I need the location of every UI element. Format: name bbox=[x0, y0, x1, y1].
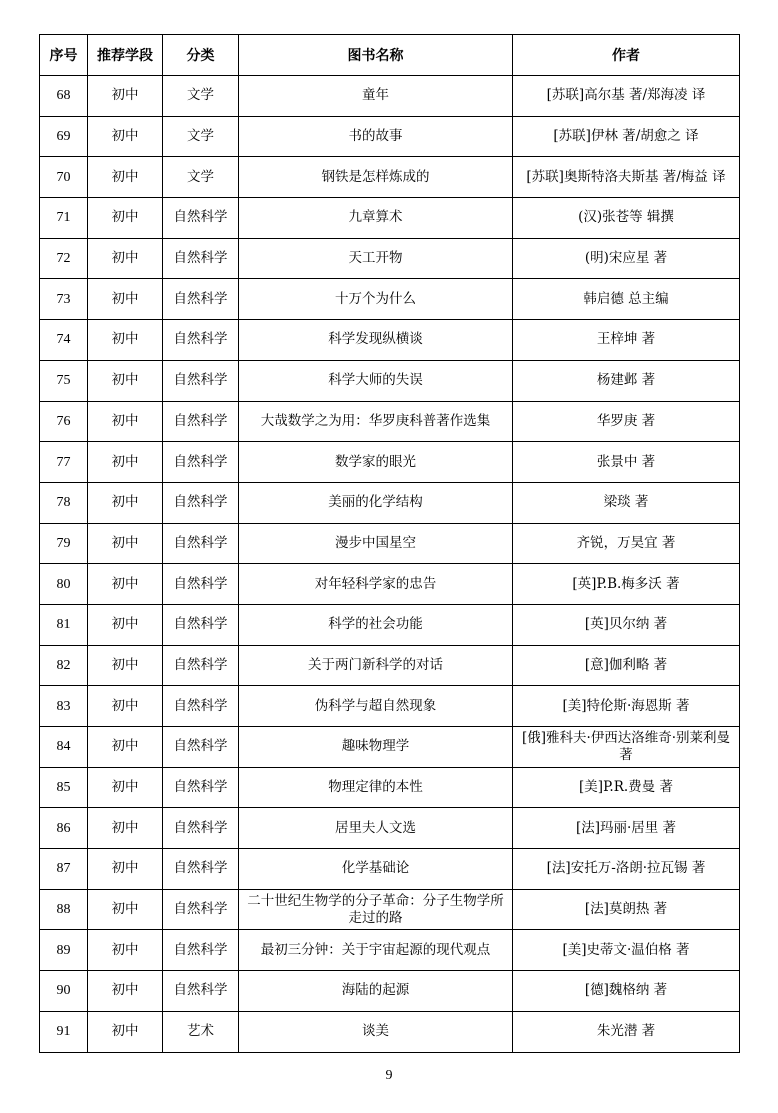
cell-book-title: 对年轻科学家的忠告 bbox=[239, 564, 513, 605]
header-category: 分类 bbox=[163, 35, 239, 76]
cell-recommended-stage: 初中 bbox=[88, 360, 163, 401]
cell-serial-number: 83 bbox=[40, 686, 88, 727]
table-row bbox=[40, 930, 740, 971]
cell-category: 艺术 bbox=[163, 1011, 239, 1052]
cell-author: [英]P.B.梅多沃 著 bbox=[513, 564, 740, 605]
cell-author: (汉)张苍等 辑撰 bbox=[513, 198, 740, 239]
recommended-book-table bbox=[39, 34, 740, 1053]
cell-author: [苏联]奥斯特洛夫斯基 著/梅益 译 bbox=[513, 157, 740, 198]
cell-book-title: 书的故事 bbox=[239, 116, 513, 157]
cell-recommended-stage: 初中 bbox=[88, 727, 163, 768]
cell-recommended-stage: 初中 bbox=[88, 604, 163, 645]
cell-book-title: 大哉数学之为用：华罗庚科普著作选集 bbox=[239, 401, 513, 442]
cell-book-title: 科学大师的失误 bbox=[239, 360, 513, 401]
cell-serial-number: 72 bbox=[40, 238, 88, 279]
cell-recommended-stage: 初中 bbox=[88, 279, 163, 320]
cell-author: [俄]雅科夫·伊西达洛维奇·别莱利曼 著 bbox=[513, 727, 740, 768]
table-header-row bbox=[40, 35, 740, 76]
cell-author: [法]玛丽·居里 著 bbox=[513, 808, 740, 849]
cell-serial-number: 75 bbox=[40, 360, 88, 401]
cell-recommended-stage: 初中 bbox=[88, 116, 163, 157]
cell-book-title: 天工开物 bbox=[239, 238, 513, 279]
cell-serial-number: 88 bbox=[40, 889, 88, 930]
cell-category: 自然科学 bbox=[163, 889, 239, 930]
cell-serial-number: 77 bbox=[40, 442, 88, 483]
cell-category: 自然科学 bbox=[163, 686, 239, 727]
table-row bbox=[40, 360, 740, 401]
cell-book-title: 物理定律的本性 bbox=[239, 767, 513, 808]
cell-recommended-stage: 初中 bbox=[88, 930, 163, 971]
cell-author: [苏联]高尔基 著/郑海凌 译 bbox=[513, 76, 740, 117]
table-row bbox=[40, 686, 740, 727]
header-recommended-stage: 推荐学段 bbox=[88, 35, 163, 76]
cell-serial-number: 86 bbox=[40, 808, 88, 849]
cell-category: 自然科学 bbox=[163, 564, 239, 605]
cell-category: 自然科学 bbox=[163, 320, 239, 361]
cell-serial-number: 82 bbox=[40, 645, 88, 686]
cell-book-title: 科学发现纵横谈 bbox=[239, 320, 513, 361]
table-row bbox=[40, 564, 740, 605]
cell-book-title: 二十世纪生物学的分子革命：分子生物学所走过的路 bbox=[239, 889, 513, 930]
cell-book-title: 伪科学与超自然现象 bbox=[239, 686, 513, 727]
cell-book-title: 十万个为什么 bbox=[239, 279, 513, 320]
cell-category: 自然科学 bbox=[163, 401, 239, 442]
cell-serial-number: 84 bbox=[40, 727, 88, 768]
table-row bbox=[40, 279, 740, 320]
table-row bbox=[40, 320, 740, 361]
cell-author: [美]P.R.费曼 著 bbox=[513, 767, 740, 808]
cell-author: [苏联]伊林 著/胡愈之 译 bbox=[513, 116, 740, 157]
cell-serial-number: 73 bbox=[40, 279, 88, 320]
table-body bbox=[40, 76, 740, 1053]
cell-serial-number: 78 bbox=[40, 482, 88, 523]
cell-recommended-stage: 初中 bbox=[88, 401, 163, 442]
cell-category: 自然科学 bbox=[163, 279, 239, 320]
cell-recommended-stage: 初中 bbox=[88, 971, 163, 1012]
cell-book-title: 最初三分钟：关于宇宙起源的现代观点 bbox=[239, 930, 513, 971]
cell-recommended-stage: 初中 bbox=[88, 564, 163, 605]
table-row bbox=[40, 971, 740, 1012]
cell-book-title: 美丽的化学结构 bbox=[239, 482, 513, 523]
cell-serial-number: 81 bbox=[40, 604, 88, 645]
cell-book-title: 居里夫人文选 bbox=[239, 808, 513, 849]
cell-author: [美]特伦斯·海恩斯 著 bbox=[513, 686, 740, 727]
cell-category: 自然科学 bbox=[163, 849, 239, 890]
cell-recommended-stage: 初中 bbox=[88, 645, 163, 686]
cell-author: (明)宋应星 著 bbox=[513, 238, 740, 279]
cell-recommended-stage: 初中 bbox=[88, 442, 163, 483]
cell-book-title: 童年 bbox=[239, 76, 513, 117]
header-serial-number: 序号 bbox=[40, 35, 88, 76]
cell-category: 自然科学 bbox=[163, 808, 239, 849]
cell-serial-number: 90 bbox=[40, 971, 88, 1012]
cell-author: 朱光潜 著 bbox=[513, 1011, 740, 1052]
cell-serial-number: 87 bbox=[40, 849, 88, 890]
cell-recommended-stage: 初中 bbox=[88, 482, 163, 523]
table-row bbox=[40, 1011, 740, 1052]
header-book-title: 图书名称 bbox=[239, 35, 513, 76]
cell-category: 自然科学 bbox=[163, 198, 239, 239]
cell-book-title: 趣味物理学 bbox=[239, 727, 513, 768]
cell-serial-number: 79 bbox=[40, 523, 88, 564]
table-row bbox=[40, 401, 740, 442]
header-author: 作者 bbox=[513, 35, 740, 76]
cell-category: 文学 bbox=[163, 76, 239, 117]
cell-category: 自然科学 bbox=[163, 727, 239, 768]
table-row bbox=[40, 645, 740, 686]
cell-book-title: 数学家的眼光 bbox=[239, 442, 513, 483]
cell-serial-number: 85 bbox=[40, 767, 88, 808]
cell-serial-number: 70 bbox=[40, 157, 88, 198]
cell-category: 自然科学 bbox=[163, 523, 239, 564]
cell-category: 自然科学 bbox=[163, 604, 239, 645]
cell-author: [法]安托万-洛朗·拉瓦锡 著 bbox=[513, 849, 740, 890]
cell-recommended-stage: 初中 bbox=[88, 523, 163, 564]
cell-book-title: 九章算术 bbox=[239, 198, 513, 239]
cell-author: 杨建邺 著 bbox=[513, 360, 740, 401]
cell-book-title: 漫步中国星空 bbox=[239, 523, 513, 564]
cell-author: 梁琰 著 bbox=[513, 482, 740, 523]
cell-serial-number: 69 bbox=[40, 116, 88, 157]
table-row bbox=[40, 889, 740, 930]
cell-category: 文学 bbox=[163, 116, 239, 157]
table-row bbox=[40, 767, 740, 808]
cell-recommended-stage: 初中 bbox=[88, 76, 163, 117]
cell-book-title: 谈美 bbox=[239, 1011, 513, 1052]
table-row bbox=[40, 482, 740, 523]
cell-author: 韩启德 总主编 bbox=[513, 279, 740, 320]
table-row bbox=[40, 76, 740, 117]
cell-recommended-stage: 初中 bbox=[88, 849, 163, 890]
cell-recommended-stage: 初中 bbox=[88, 686, 163, 727]
cell-category: 自然科学 bbox=[163, 238, 239, 279]
cell-recommended-stage: 初中 bbox=[88, 889, 163, 930]
cell-recommended-stage: 初中 bbox=[88, 808, 163, 849]
cell-serial-number: 76 bbox=[40, 401, 88, 442]
table-row bbox=[40, 849, 740, 890]
cell-recommended-stage: 初中 bbox=[88, 157, 163, 198]
book-list-sheet bbox=[39, 34, 739, 1053]
cell-recommended-stage: 初中 bbox=[88, 238, 163, 279]
cell-category: 自然科学 bbox=[163, 482, 239, 523]
cell-serial-number: 71 bbox=[40, 198, 88, 239]
table-row bbox=[40, 523, 740, 564]
page-number: 9 bbox=[385, 1068, 393, 1083]
table-row bbox=[40, 157, 740, 198]
cell-author: 齐锐，万昊宜 著 bbox=[513, 523, 740, 564]
cell-category: 自然科学 bbox=[163, 442, 239, 483]
cell-author: [英]贝尔纳 著 bbox=[513, 604, 740, 645]
cell-author: 华罗庚 著 bbox=[513, 401, 740, 442]
cell-author: [意]伽利略 著 bbox=[513, 645, 740, 686]
cell-book-title: 海陆的起源 bbox=[239, 971, 513, 1012]
cell-book-title: 钢铁是怎样炼成的 bbox=[239, 157, 513, 198]
cell-author: [法]莫朗热 著 bbox=[513, 889, 740, 930]
cell-book-title: 关于两门新科学的对话 bbox=[239, 645, 513, 686]
table-row bbox=[40, 442, 740, 483]
table-row bbox=[40, 604, 740, 645]
cell-book-title: 科学的社会功能 bbox=[239, 604, 513, 645]
cell-author: 张景中 著 bbox=[513, 442, 740, 483]
cell-author: [美]史蒂文·温伯格 著 bbox=[513, 930, 740, 971]
cell-serial-number: 91 bbox=[40, 1011, 88, 1052]
cell-serial-number: 80 bbox=[40, 564, 88, 605]
cell-recommended-stage: 初中 bbox=[88, 767, 163, 808]
cell-recommended-stage: 初中 bbox=[88, 320, 163, 361]
cell-serial-number: 68 bbox=[40, 76, 88, 117]
cell-category: 自然科学 bbox=[163, 767, 239, 808]
table-row bbox=[40, 116, 740, 157]
table-row bbox=[40, 238, 740, 279]
cell-category: 自然科学 bbox=[163, 930, 239, 971]
cell-category: 文学 bbox=[163, 157, 239, 198]
table-row bbox=[40, 808, 740, 849]
cell-author: [德]魏格纳 著 bbox=[513, 971, 740, 1012]
cell-category: 自然科学 bbox=[163, 971, 239, 1012]
cell-recommended-stage: 初中 bbox=[88, 198, 163, 239]
cell-serial-number: 89 bbox=[40, 930, 88, 971]
table-row bbox=[40, 727, 740, 768]
cell-category: 自然科学 bbox=[163, 360, 239, 401]
cell-serial-number: 74 bbox=[40, 320, 88, 361]
cell-author: 王梓坤 著 bbox=[513, 320, 740, 361]
cell-recommended-stage: 初中 bbox=[88, 1011, 163, 1052]
cell-category: 自然科学 bbox=[163, 645, 239, 686]
cell-book-title: 化学基础论 bbox=[239, 849, 513, 890]
table-row bbox=[40, 198, 740, 239]
